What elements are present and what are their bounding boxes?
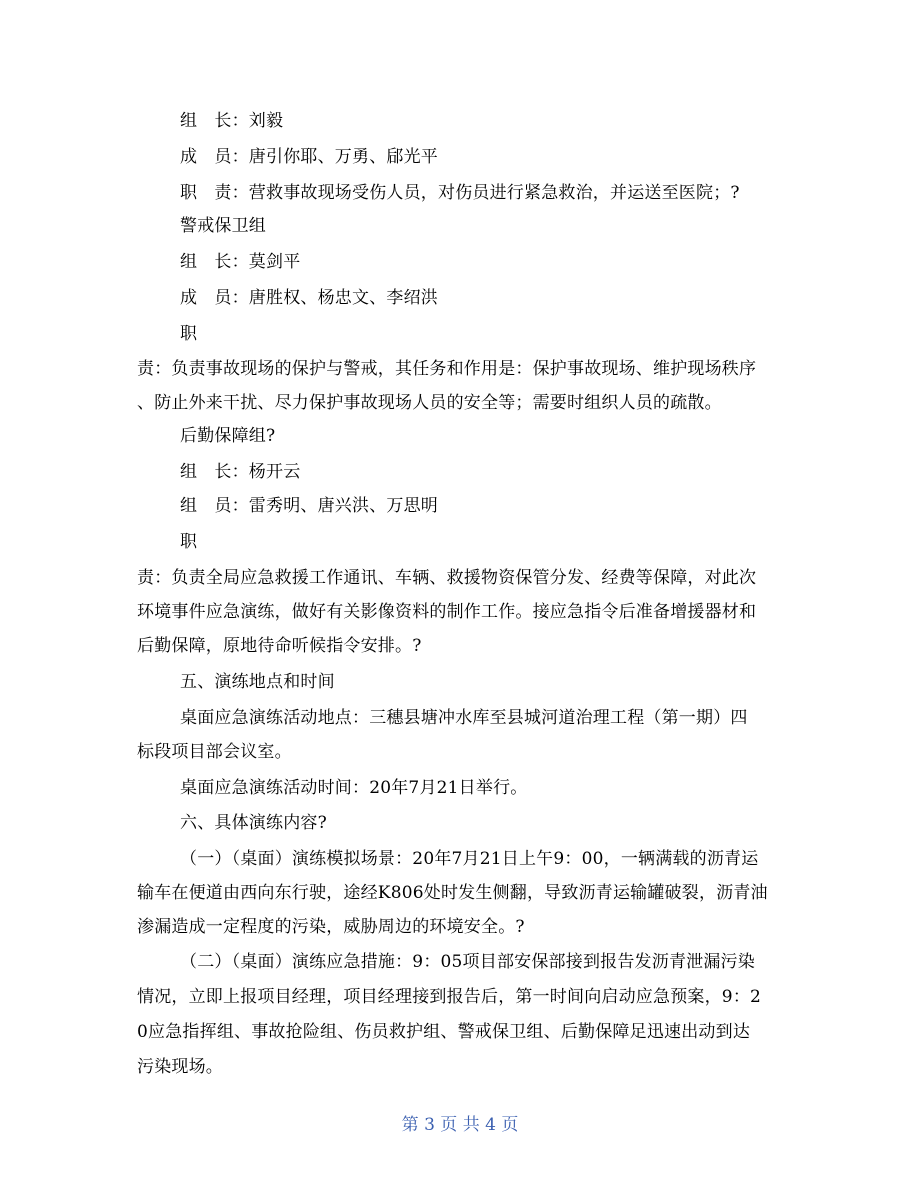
text-line: 0应急指挥组、事故抢险组、伤员救护组、警戒保卫组、后勤保障足迅速出动到达 (137, 1022, 751, 1042)
text-line: 、防止外来干扰、尽力保护事故现场人员的安全等；需要时组织人员的疏散。 (137, 393, 722, 413)
text-line: 标段项目部会议室。 (137, 742, 292, 762)
text-line: 组 长：莫剑平 (180, 252, 301, 272)
text-line: 责：负责事故现场的保护与警戒，其任务和作用是：保护事故现场、维护现场秩序 (137, 359, 757, 379)
text-line: 职 (180, 532, 198, 552)
text-line: 后勤保障组? (180, 426, 276, 446)
text-line: 输车在便道由西向东行驶，途经K806处时发生侧翻，导致沥青运输罐破裂，沥青油 (137, 883, 768, 903)
text-line: 环境事件应急演练，做好有关影像资料的制作工作。接应急指令后准备增援器材和 (137, 602, 757, 622)
text-line: 五、演练地点和时间 (180, 672, 335, 692)
text-line: （一）（桌面）演练模拟场景：20年7月21日上午9：00，一辆满载的沥青运 (180, 849, 759, 869)
text-line: 职 责：营救事故现场受伤人员，对伤员进行紧急救治，并运送至医院；? (180, 183, 740, 203)
text-line: 警戒保卫组 (180, 216, 266, 236)
text-line: （二）（桌面）演练应急措施：9：05项目部安保部接到报告发沥青泄漏污染 (180, 952, 755, 972)
text-line: 职 (180, 324, 198, 344)
text-line: 成 员：唐胜权、杨忠文、李绍洪 (180, 288, 438, 308)
text-line: 组 长：杨开云 (180, 462, 301, 482)
text-line: 渗漏造成一定程度的污染，威胁周边的环境安全。? (137, 917, 525, 937)
text-line: 六、具体演练内容? (180, 813, 327, 833)
text-line: 污染现场。 (137, 1057, 223, 1077)
text-line: 组 长：刘毅 (180, 111, 284, 131)
text-line: 责：负责全局应急救援工作通讯、车辆、救援物资保管分发、经费等保障，对此次 (137, 568, 757, 588)
page-footer: 第 3 页 共 4 页 (401, 1115, 519, 1135)
text-line: 桌面应急演练活动地点：三穗县塘冲水库至县城河道治理工程（第一期）四 (180, 708, 748, 728)
text-line: 后勤保障，原地待命听候指令安排。? (137, 636, 422, 656)
text-line: 桌面应急演练活动时间：20年7月21日举行。 (180, 778, 528, 798)
text-line: 成 员：唐引你耶、万勇、郈光平 (180, 147, 438, 167)
text-line: 情况，立即上报项目经理，项目经理接到报告后，第一时间向启动应急预案，9：2 (137, 987, 762, 1007)
text-line: 组 员：雷秀明、唐兴洪、万思明 (180, 496, 438, 516)
